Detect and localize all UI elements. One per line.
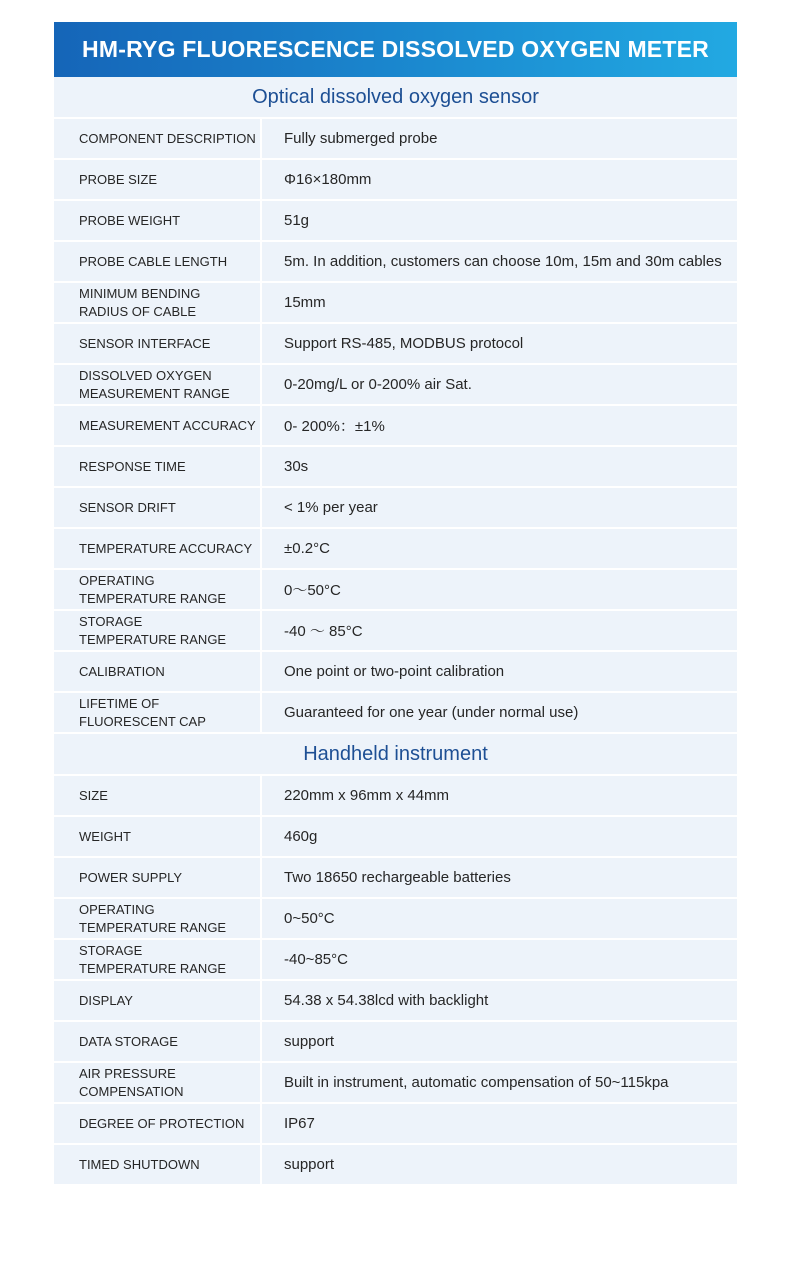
spec-table	[54, 776, 737, 1186]
spec-value: < 1% per year	[284, 499, 378, 516]
spec-value: Guaranteed for one year (under normal use)	[284, 704, 579, 721]
table-row	[54, 940, 737, 981]
spec-label: SIZE	[54, 776, 262, 815]
spec-label: OPERATING TEMPERATURE RANGE	[54, 570, 262, 609]
table-row	[54, 447, 737, 488]
spec-label: COMPONENT DESCRIPTION	[54, 119, 262, 158]
spec-sheet	[54, 22, 737, 1186]
spec-label: DISPLAY	[54, 981, 262, 1020]
table-row	[54, 283, 737, 324]
spec-value: Φ16×180mm	[284, 171, 372, 188]
spec-value: 30s	[284, 458, 309, 475]
table-row	[54, 1022, 737, 1063]
table-row	[54, 981, 737, 1022]
table-row	[54, 488, 737, 529]
table-row	[54, 160, 737, 201]
table-row	[54, 693, 737, 734]
table-row	[54, 1104, 737, 1145]
spec-value: 220mm x 96mm x 44mm	[284, 787, 450, 804]
spec-value: Two 18650 rechargeable batteries	[284, 869, 511, 886]
spec-label: AIR PRESSURE COMPENSATION	[54, 1063, 262, 1102]
spec-label: MEASUREMENT ACCURACY	[54, 406, 262, 445]
spec-label: DEGREE OF PROTECTION	[54, 1104, 262, 1143]
spec-label: STORAGE TEMPERATURE RANGE	[54, 611, 262, 650]
spec-label: CALIBRATION	[54, 652, 262, 691]
spec-label: STORAGE TEMPERATURE RANGE	[54, 940, 262, 979]
page-title: HM-RYG FLUORESCENCE DISSOLVED OXYGEN METER	[54, 22, 737, 77]
table-row	[54, 858, 737, 899]
table-row	[54, 1063, 737, 1104]
spec-label: OPERATING TEMPERATURE RANGE	[54, 899, 262, 938]
section-sensor	[54, 77, 737, 734]
spec-value: ±0.2°C	[284, 540, 330, 557]
table-row	[54, 570, 737, 611]
spec-value: -40~85°C	[284, 951, 348, 968]
spec-label: POWER SUPPLY	[54, 858, 262, 897]
section-heading: Handheld instrument	[54, 734, 737, 776]
section-heading: Optical dissolved oxygen sensor	[54, 77, 737, 119]
spec-label: MINIMUM BENDING RADIUS OF CABLE	[54, 283, 262, 322]
table-row	[54, 406, 737, 447]
spec-label: PROBE WEIGHT	[54, 201, 262, 240]
spec-value: 0～50°C	[284, 582, 341, 599]
spec-value: 15mm	[284, 294, 326, 311]
table-row	[54, 1145, 737, 1186]
spec-value: support	[284, 1156, 335, 1173]
table-row	[54, 324, 737, 365]
spec-label: RESPONSE TIME	[54, 447, 262, 486]
spec-table	[54, 119, 737, 734]
table-row	[54, 817, 737, 858]
table-row	[54, 201, 737, 242]
spec-value: One point or two-point calibration	[284, 663, 505, 680]
table-row	[54, 899, 737, 940]
spec-label: WEIGHT	[54, 817, 262, 856]
spec-value: 0-20mg/L or 0-200% air Sat.	[284, 376, 472, 393]
table-row	[54, 611, 737, 652]
spec-value: 5m. In addition, customers can choose 10m, 15m and 30m cables	[284, 253, 722, 270]
spec-label: SENSOR DRIFT	[54, 488, 262, 527]
table-row	[54, 652, 737, 693]
table-row	[54, 776, 737, 817]
spec-value: 51g	[284, 212, 310, 229]
spec-value: IP67	[284, 1115, 315, 1132]
spec-value: Built in instrument, automatic compensation of 50~115kpa	[284, 1074, 669, 1091]
spec-label: PROBE CABLE LENGTH	[54, 242, 262, 281]
spec-value: 0~50°C	[284, 910, 335, 927]
spec-value: 0- 200%：±1%	[284, 418, 385, 435]
spec-label: LIFETIME OF FLUORESCENT CAP	[54, 693, 262, 732]
section-handheld	[54, 734, 737, 1186]
spec-label: PROBE SIZE	[54, 160, 262, 199]
spec-value: 460g	[284, 828, 318, 845]
spec-label: TIMED SHUTDOWN	[54, 1145, 262, 1184]
table-row	[54, 529, 737, 570]
table-row	[54, 119, 737, 160]
spec-value: 54.38 x 54.38lcd with backlight	[284, 992, 489, 1009]
spec-value: -40 ～ 85°C	[284, 623, 363, 640]
spec-value: Fully submerged probe	[284, 130, 438, 147]
table-row	[54, 242, 737, 283]
spec-value: Support RS-485, MODBUS protocol	[284, 335, 524, 352]
spec-label: DATA STORAGE	[54, 1022, 262, 1061]
spec-value: support	[284, 1033, 335, 1050]
table-row	[54, 365, 737, 406]
spec-label: TEMPERATURE ACCURACY	[54, 529, 262, 568]
spec-label: SENSOR INTERFACE	[54, 324, 262, 363]
spec-label: DISSOLVED OXYGEN MEASUREMENT RANGE	[54, 365, 262, 404]
